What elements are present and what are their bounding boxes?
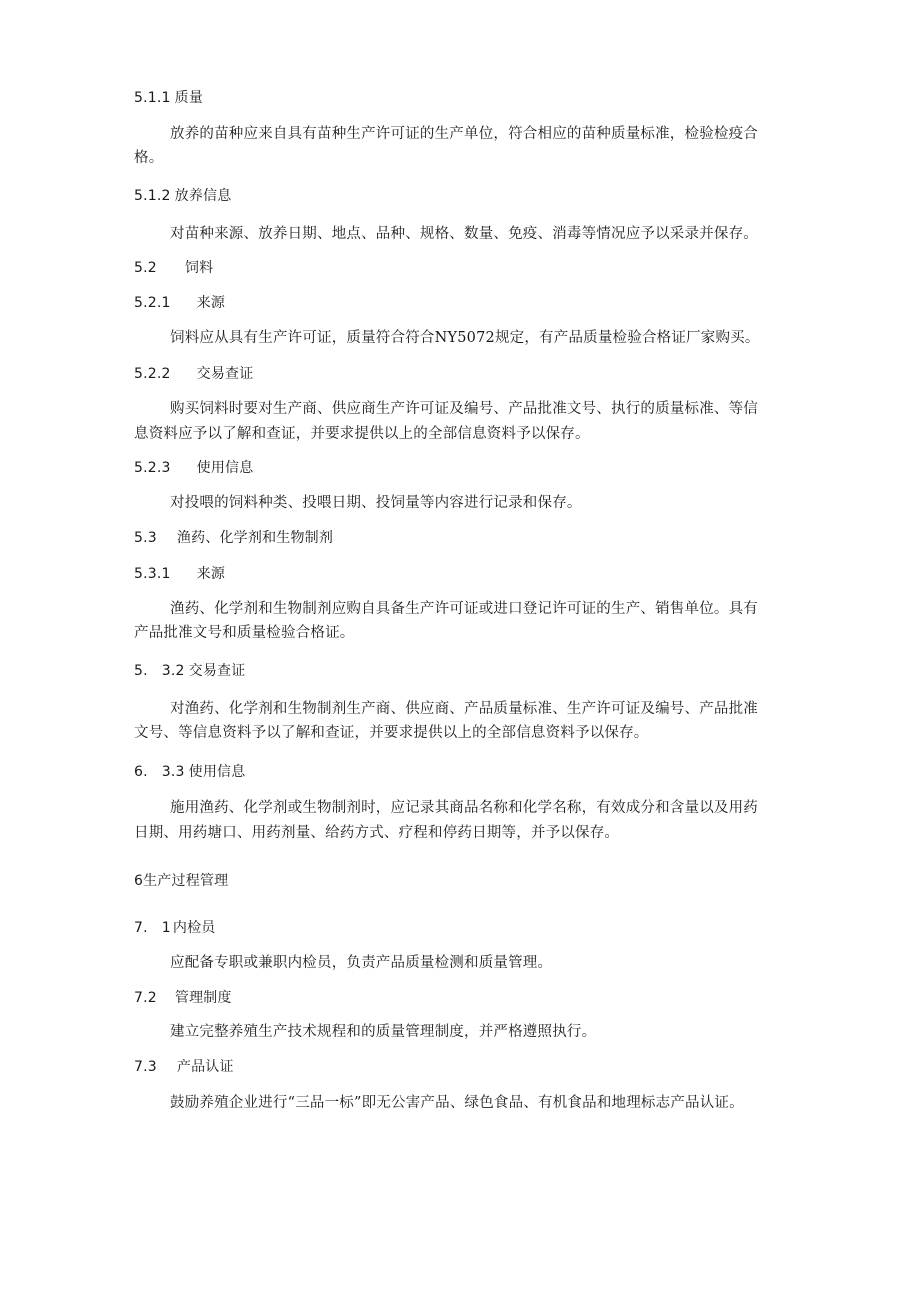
section-title: 交易查证: [188, 663, 246, 679]
paragraph-line: 产品批准文号和质量检验合格证。: [134, 625, 355, 641]
section-title: 放养信息: [174, 188, 232, 204]
paragraph-line: 文号、等信息资料予以了解和查证，并要求提供以上的全部信息资料予以保存。: [134, 725, 649, 741]
section-number: 5.2.3: [134, 460, 171, 476]
section-subnumber: 3.2: [161, 663, 185, 679]
section-title: 质量: [174, 90, 204, 106]
paragraph-line: 日期、用药塘口、用药剂量、给药方式、疗程和停药日期等，并予以保存。: [134, 825, 620, 841]
heading-5-2-2: [134, 364, 253, 384]
paragraph-line: 饲料应从具有生产许可证，质量符合符合NY5072规定，有产品质量检验合格证厂家购买。: [170, 330, 760, 346]
section-title: 来源: [196, 566, 226, 582]
section-number: 7.2: [134, 990, 157, 1006]
paragraph-line: 放养的苗种应来自具有苗种生产许可证的生产单位，符合相应的苗种质量标准，检验检疫合: [170, 126, 758, 142]
section-number: 5.2: [134, 260, 157, 276]
heading-7-1: [134, 918, 215, 938]
section-number: 5.1.2: [134, 188, 171, 204]
section-title: 使用信息: [196, 460, 254, 476]
section-number: 5.: [134, 663, 148, 679]
section-number: 5.3: [134, 530, 157, 546]
heading-5-2-3: [134, 458, 253, 478]
heading-5-3: [134, 528, 333, 548]
heading-5-2: [134, 258, 213, 278]
section-subnumber: 3.3: [161, 764, 185, 780]
section-title: 饲料: [184, 260, 214, 276]
section-title: 产品认证: [176, 1059, 234, 1075]
paragraph-line: 对苗种来源、放养日期、地点、品种、规格、数量、免疫、消毒等情况应予以采录并保存。: [170, 226, 758, 242]
heading-5-1-2: [134, 186, 231, 206]
paragraph-line: 对投喂的饲料种类、投喂日期、投饲量等内容进行记录和保存。: [170, 495, 582, 511]
heading-6: [134, 871, 228, 891]
paragraph-line: 格。: [134, 150, 164, 166]
paragraph-line: 息资料应予以了解和查证，并要求提供以上的全部信息资料予以保存。: [134, 426, 590, 442]
section-title: 管理制度: [174, 990, 232, 1006]
heading-5-1-1: [134, 88, 203, 108]
section-number: 6: [134, 873, 144, 889]
heading-6-3-3: [134, 762, 245, 782]
section-title: 生产过程管理: [143, 873, 229, 889]
paragraph-line: 鼓励养殖企业进行“三品一标”即无公害产品、绿色食品、有机食品和地理标志产品认证。: [170, 1095, 744, 1111]
section-number: 5.2.1: [134, 295, 171, 311]
paragraph-line: 对渔药、化学剂和生物制剂生产商、供应商、产品质量标准、生产许可证及编号、产品批准: [170, 701, 758, 717]
section-title: 内检员: [172, 920, 216, 936]
heading-5-2-1: [134, 293, 225, 313]
section-number: 6.: [134, 764, 148, 780]
section-title: 渔药、化学剂和生物制剂: [176, 530, 334, 546]
section-number: 5.1.1: [134, 90, 171, 106]
paragraph-line: 施用渔药、化学剂或生物制剂时，应记录其商品名称和化学名称，有效成分和含量以及用药: [170, 800, 758, 816]
section-number: 7.: [134, 920, 148, 936]
section-number: 7.3: [134, 1059, 157, 1075]
section-title: 来源: [196, 295, 226, 311]
heading-7-2: [134, 988, 232, 1008]
heading-5-3-1: [134, 564, 225, 584]
paragraph-line: 建立完整养殖生产技术规程和的质量管理制度，并严格遵照执行。: [170, 1024, 597, 1040]
paragraph-line: 渔药、化学剂和生物制剂应购自具备生产许可证或进口登记许可证的生产、销售单位。具有: [170, 601, 758, 617]
section-subnumber: 1: [161, 920, 171, 936]
section-number: 5.2.2: [134, 366, 171, 382]
section-title: 交易查证: [196, 366, 254, 382]
heading-7-3: [134, 1057, 234, 1077]
heading-5-3-2: [134, 661, 245, 681]
section-number: 5.3.1: [134, 566, 171, 582]
paragraph-line: 购买饲料时要对生产商、供应商生产许可证及编号、产品批准文号、执行的质量标准、等信: [170, 401, 758, 417]
section-title: 使用信息: [188, 764, 246, 780]
paragraph-line: 应配备专职或兼职内检员，负责产品质量检测和质量管理。: [170, 955, 553, 971]
